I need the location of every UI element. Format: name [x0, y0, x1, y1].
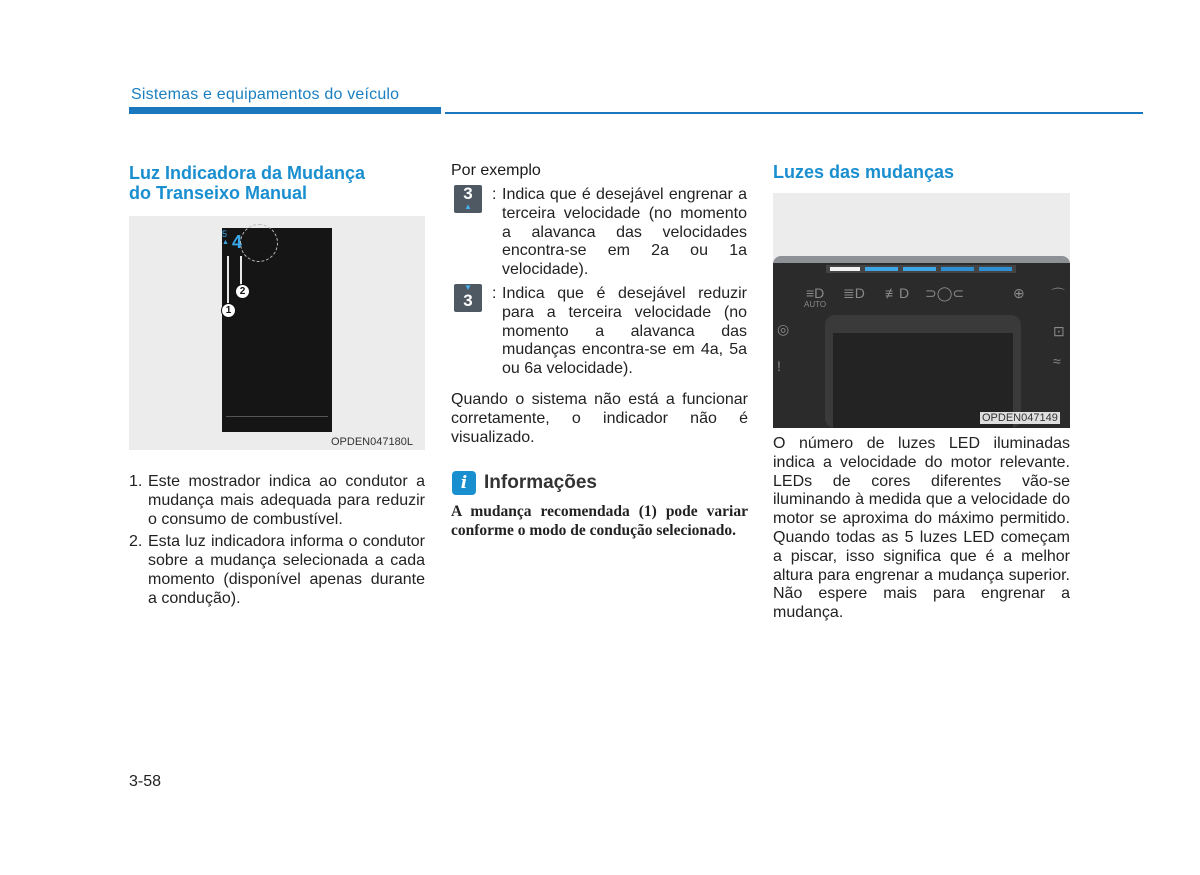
list-item — [129, 473, 425, 529]
gear-down-number: 3 — [463, 291, 473, 310]
gear-up-number: 3 — [463, 184, 473, 203]
list-text: Esta luz indicadora informa o condutor sobre a mudança selecionada a cada momento (disponível apenas durante a condução). — [148, 533, 425, 607]
callout-2: 2 — [235, 284, 250, 299]
info-icon: i — [452, 471, 476, 495]
down-arrow-icon: ▼ — [464, 283, 472, 292]
led-blue-1 — [865, 267, 898, 271]
malfunction-paragraph: Quando o sistema não está a funcionar corretamente, o indicador não é visualizado. — [451, 391, 748, 446]
example-upshift — [492, 186, 747, 280]
info-title: Informações — [484, 472, 597, 493]
heading-shift-lights: Luzes das mudanças — [773, 162, 955, 182]
auto-label: AUTO — [804, 300, 827, 309]
list-item — [129, 533, 425, 608]
high-beam-icon: ≣D — [843, 285, 865, 301]
callout-1-leader — [227, 256, 229, 308]
header-rule — [445, 112, 1143, 114]
traction-icon: ≈ — [1053, 353, 1061, 369]
up-arrow-icon: ▲ — [222, 239, 229, 246]
auto-headlamp-icon: ≡D — [806, 285, 825, 301]
gear-small-label: 5 — [222, 229, 228, 239]
up-arrow-icon: ▲ — [464, 202, 472, 211]
gear-down-icon — [454, 284, 482, 312]
led-white — [830, 267, 860, 271]
numbered-list — [129, 473, 425, 613]
position-lamp-icon: ⊃◯⊂ — [925, 285, 965, 301]
list-text: Este mostrador indica ao condutor a mudança mais adequada para reduzir o consumo de combustível. — [148, 473, 425, 528]
led-blue-3 — [941, 267, 974, 271]
brake-warning-icon: ! — [777, 358, 781, 374]
lane-icon: ⊡ — [1053, 323, 1065, 339]
example-text: Indica que é desejável reduzir para a terceira velocidade (no momento a alavanca das mudanças encontra-se em 4a, 5a ou 6a velocidade). — [502, 285, 747, 378]
low-beam-icon: ≢D — [885, 285, 910, 301]
header-bar — [129, 107, 441, 114]
section-header-title: Sistemas e equipamentos do veículo — [131, 86, 400, 103]
led-blue-4 — [979, 267, 1012, 271]
heading-shift-indicator — [129, 163, 429, 203]
example-intro: Por exemplo — [451, 162, 541, 179]
figure-caption: OPDEN047149 — [982, 412, 1058, 424]
cluster-display — [222, 228, 332, 432]
list-number: 1. — [129, 473, 143, 490]
highlight-circle — [240, 224, 278, 262]
page-number: 3-58 — [129, 773, 162, 790]
figure-shift-lights — [773, 193, 1070, 428]
example-colon: : — [492, 186, 497, 203]
example-colon: : — [492, 285, 497, 302]
gear-number: 4 — [232, 232, 243, 252]
trunk-icon: ⌒ — [1051, 287, 1065, 303]
display-divider — [226, 416, 328, 417]
led-blue-2 — [903, 267, 936, 271]
figure-shift-indicator — [129, 216, 425, 450]
example-text: Indica que é desejável engrenar a terceira velocidade (no momento a alavanca das velocidades encontra-se em 2a ou 1a velocidade). — [502, 186, 747, 279]
list-number: 2. — [129, 533, 143, 551]
callout-1: 1 — [221, 303, 236, 318]
shift-lights-paragraph: O número de luzes LED iluminadas indica a velocidade do motor relevante. LEDs de cores diferentes vão-se iluminando à medida que a velocidade do motor se aproxima do máximo permitido. Quando todas as 5 luzes LED começam a piscar, isso significa que é a melhor altura para engrenar a mudança superior. Não espere mais para engrenar a mudança. — [773, 435, 1070, 622]
rear-fog-icon: ⊕ — [1013, 285, 1025, 301]
gear-up-icon — [454, 185, 482, 213]
warning-icon: ◎ — [777, 321, 790, 337]
example-downshift — [492, 285, 747, 379]
heading-line-2: do Transeixo Manual — [129, 183, 308, 203]
info-body: A mudança recomendada (1) pode variar conforme o modo de condução selecionado. — [451, 503, 748, 539]
figure-caption: OPDEN047180L — [331, 436, 413, 448]
heading-line-1: Luz Indicadora da Mudança — [129, 163, 366, 183]
